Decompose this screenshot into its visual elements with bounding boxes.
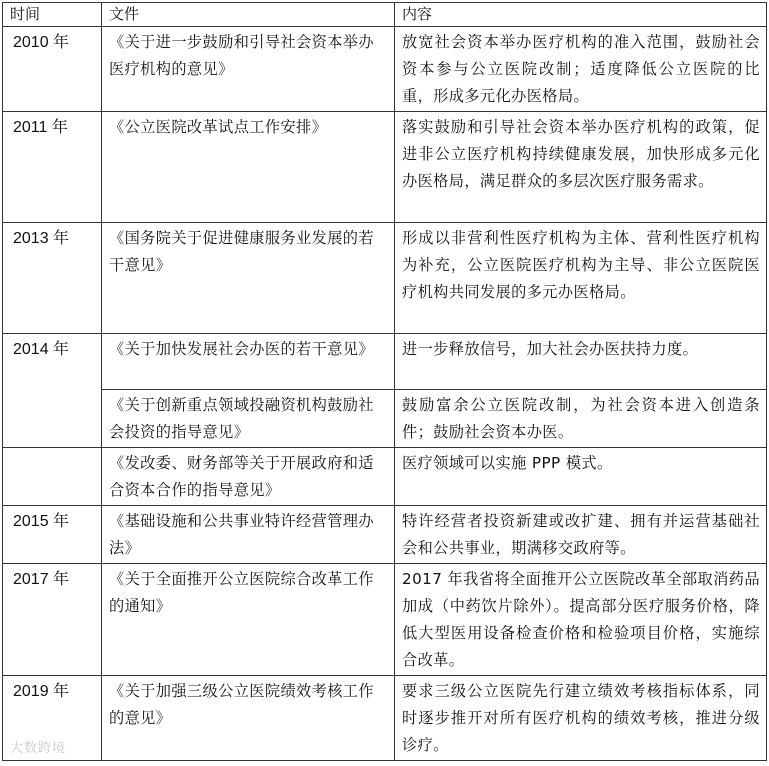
content-cell: 特许经营者投资新建或改扩建、拥有并运营基础社会和公共事业，期满移交政府等。 bbox=[395, 506, 767, 564]
table-row bbox=[3, 564, 767, 676]
header-document: 文件 bbox=[102, 3, 395, 27]
policy-table bbox=[2, 2, 767, 761]
table-row bbox=[3, 448, 767, 506]
table-row bbox=[3, 390, 767, 448]
content-cell: 医疗领域可以实施 PPP 模式。 bbox=[395, 448, 767, 506]
year-cell: 2011 年 bbox=[3, 112, 102, 223]
year-cell: 2017 年 bbox=[3, 564, 102, 676]
table-row bbox=[3, 27, 767, 112]
header-content: 内容 bbox=[395, 3, 767, 27]
content-cell: 落实鼓励和引导社会资本举办医疗机构的政策，促进非公立医疗机构持续健康发展，加快形成多元化办医格局，满足群众的多层次医疗服务需求。 bbox=[395, 112, 767, 223]
document-cell: 《基础设施和公共事业特许经营管理办法》 bbox=[102, 506, 395, 564]
table-row bbox=[3, 506, 767, 564]
document-cell: 《关于加快发展社会办医的若干意见》 bbox=[102, 334, 395, 390]
header-row bbox=[3, 3, 767, 27]
watermark: 大数跨境 bbox=[10, 741, 67, 756]
year-cell: 2013 年 bbox=[3, 223, 102, 334]
year-cell bbox=[3, 448, 102, 506]
document-cell: 《关于加强三级公立医院绩效考核工作的意见》 bbox=[102, 676, 395, 761]
content-cell: 2017 年我省将全面推开公立医院改革全部取消药品加成（中药饮片除外）。提高部分医疗服务价格，降低大型医用设备检查价格和检验项目价格，实施综合改革。 bbox=[395, 564, 767, 676]
table-row bbox=[3, 334, 767, 390]
document-cell: 《国务院关于促进健康服务业发展的若干意见》 bbox=[102, 223, 395, 334]
document-cell: 《发改委、财务部等关于开展政府和适合资本合作的指导意见》 bbox=[102, 448, 395, 506]
content-cell: 形成以非营利性医疗机构为主体、营利性医疗机构为补充，公立医院医疗机构为主导、非公立医院医疗机构共同发展的多元办医格局。 bbox=[395, 223, 767, 334]
table-row bbox=[3, 676, 767, 761]
content-cell: 鼓励富余公立医院改制，为社会资本进入创造条件；鼓励社会资本办医。 bbox=[395, 390, 767, 448]
year-cell: 2010 年 bbox=[3, 27, 102, 112]
year-cell: 2015 年 bbox=[3, 506, 102, 564]
document-cell: 《关于全面推开公立医院综合改革工作的通知》 bbox=[102, 564, 395, 676]
header-time: 时间 bbox=[3, 3, 102, 27]
document-cell: 《关于进一步鼓励和引导社会资本举办医疗机构的意见》 bbox=[102, 27, 395, 112]
content-cell: 放宽社会资本举办医疗机构的准入范围，鼓励社会资本参与公立医院改制；适度降低公立医院的比重，形成多元化办医格局。 bbox=[395, 27, 767, 112]
content-cell: 进一步释放信号，加大社会办医扶持力度。 bbox=[395, 334, 767, 390]
table-row bbox=[3, 223, 767, 334]
table-row bbox=[3, 112, 767, 223]
document-cell: 《关于创新重点领域投融资机构鼓励社会投资的指导意见》 bbox=[102, 390, 395, 448]
year-cell: 2019 年 bbox=[3, 676, 102, 761]
document-cell: 《公立医院改革试点工作安排》 bbox=[102, 112, 395, 223]
content-cell: 要求三级公立医院先行建立绩效考核指标体系，同时逐步推开对所有医疗机构的绩效考核，推进分级诊疗。 bbox=[395, 676, 767, 761]
year-cell: 2014 年 bbox=[3, 334, 102, 448]
